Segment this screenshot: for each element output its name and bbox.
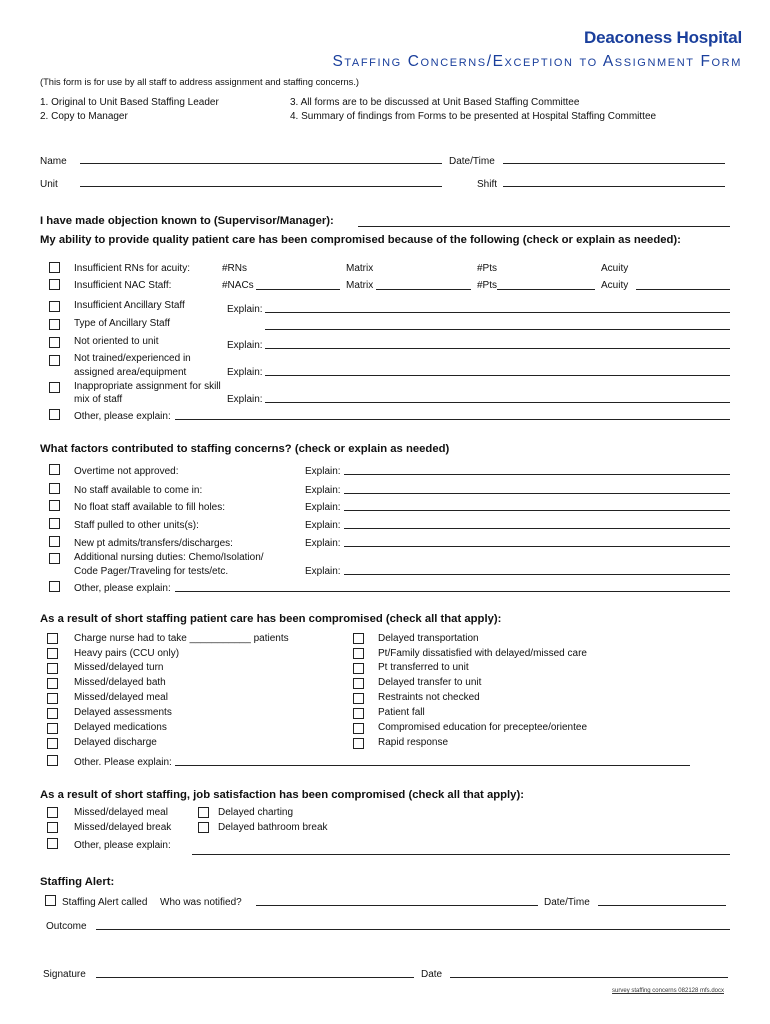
checkbox-delayed-medications[interactable] bbox=[47, 723, 58, 734]
instruction-item: 4. Summary of findings from Forms to be presented at Hospital Staffing Committee bbox=[290, 111, 657, 122]
explain-field[interactable] bbox=[344, 510, 730, 511]
missed-meal-label: Missed/delayed meal bbox=[74, 807, 168, 818]
staffing-alert-called-label: Staffing Alert called bbox=[62, 897, 148, 908]
section1-heading: My ability to provide quality patient care has been compromised because of the following (check or explain as needed): bbox=[40, 234, 681, 246]
unit-field[interactable] bbox=[80, 186, 442, 187]
checkbox-overtime[interactable] bbox=[49, 464, 60, 475]
checkbox-insufficient-nac[interactable] bbox=[49, 279, 60, 290]
explain-field[interactable] bbox=[344, 474, 730, 475]
missed-turn-label: Missed/delayed turn bbox=[74, 662, 164, 673]
checkbox-family-dissatisfied[interactable] bbox=[353, 648, 364, 659]
family-dissatisfied-label: Pt/Family dissatisfied with delayed/missed care bbox=[378, 648, 587, 659]
not-oriented-label: Not oriented to unit bbox=[74, 336, 159, 347]
checkbox-inappropriate-assignment[interactable] bbox=[49, 382, 60, 393]
not-trained-label: Not trained/experienced in bbox=[74, 353, 191, 364]
section3-heading: As a result of short staffing patient care has been compromised (check all that apply): bbox=[40, 613, 502, 625]
patient-fall-label: Patient fall bbox=[378, 707, 425, 718]
checkbox-delayed-assessments[interactable] bbox=[47, 708, 58, 719]
checkbox-staff-pulled[interactable] bbox=[49, 518, 60, 529]
checkbox-missed-meal[interactable] bbox=[47, 693, 58, 704]
explain-label: Explain: bbox=[305, 485, 341, 496]
checkbox-new-admits[interactable] bbox=[49, 536, 60, 547]
alert-datetime-field[interactable] bbox=[598, 905, 726, 906]
signature-field[interactable] bbox=[96, 977, 414, 978]
rn-count-label: #RNs bbox=[222, 263, 248, 274]
instruction-item: 3. All forms are to be discussed at Unit Based Staffing Committee bbox=[290, 97, 580, 108]
checkbox-heavy-pairs[interactable] bbox=[47, 648, 58, 659]
missed-break-label: Missed/delayed break bbox=[74, 822, 172, 833]
name-label: Name bbox=[40, 156, 67, 167]
who-notified-field[interactable] bbox=[256, 905, 538, 906]
insufficient-rns-label: Insufficient RNs for acuity: bbox=[74, 263, 190, 274]
other-label: Other, please explain: bbox=[74, 583, 171, 594]
name-field[interactable] bbox=[80, 163, 442, 164]
nac-acuity-field[interactable] bbox=[636, 289, 730, 290]
explain-field[interactable] bbox=[265, 348, 730, 349]
nac-count-label: #NACs bbox=[222, 280, 254, 291]
compromised-education-label: Compromised education for preceptee/orientee bbox=[378, 722, 588, 733]
delayed-assessments-label: Delayed assessments bbox=[74, 707, 172, 718]
pt-transferred-label: Pt transferred to unit bbox=[378, 662, 469, 673]
checkbox-compromised-education[interactable] bbox=[353, 723, 364, 734]
staffing-alert-heading: Staffing Alert: bbox=[40, 876, 115, 888]
overtime-label: Overtime not approved: bbox=[74, 466, 179, 477]
checkbox-delayed-transportation[interactable] bbox=[353, 633, 364, 644]
explain-label: Explain: bbox=[227, 340, 263, 351]
instruction-item: 2. Copy to Manager bbox=[40, 111, 128, 122]
nac-acuity-label: Acuity bbox=[601, 280, 629, 291]
shift-field[interactable] bbox=[503, 186, 725, 187]
other-field[interactable] bbox=[192, 854, 730, 855]
checkbox-charge-nurse[interactable] bbox=[47, 633, 58, 644]
checkbox-other[interactable] bbox=[49, 409, 60, 420]
restraints-label: Restraints not checked bbox=[378, 692, 480, 703]
checkbox-delayed-charting[interactable] bbox=[198, 807, 209, 818]
explain-field[interactable] bbox=[265, 375, 730, 376]
nac-matrix-field[interactable] bbox=[376, 289, 471, 290]
checkbox-ancillary-staff[interactable] bbox=[49, 301, 60, 312]
checkbox-other[interactable] bbox=[47, 755, 58, 766]
no-float-label: No float staff available to fill holes: bbox=[74, 502, 226, 513]
inappropriate-assignment-label: Inappropriate assignment for skill bbox=[74, 381, 221, 392]
explain-field[interactable] bbox=[265, 402, 730, 403]
section2-heading: What factors contributed to staffing concerns? (check or explain as needed) bbox=[40, 443, 450, 455]
rn-acuity-label: Acuity bbox=[601, 263, 629, 274]
checkbox-rapid-response[interactable] bbox=[353, 738, 364, 749]
checkbox-pt-transferred[interactable] bbox=[353, 663, 364, 674]
ancillary-type-label: Type of Ancillary Staff bbox=[74, 318, 170, 329]
checkbox-other[interactable] bbox=[49, 581, 60, 592]
checkbox-ancillary-type[interactable] bbox=[49, 319, 60, 330]
checkbox-insufficient-rns[interactable] bbox=[49, 262, 60, 273]
explain-field[interactable] bbox=[344, 546, 730, 547]
new-admits-label: New pt admits/transfers/discharges: bbox=[74, 538, 233, 549]
explain-label: Explain: bbox=[305, 538, 341, 549]
checkbox-additional-duties[interactable] bbox=[49, 553, 60, 564]
checkbox-patient-fall[interactable] bbox=[353, 708, 364, 719]
delayed-transportation-label: Delayed transportation bbox=[378, 633, 479, 644]
checkbox-missed-bath[interactable] bbox=[47, 678, 58, 689]
nac-count-field[interactable] bbox=[256, 289, 340, 290]
datetime-field[interactable] bbox=[503, 163, 725, 164]
checkbox-no-float[interactable] bbox=[49, 500, 60, 511]
charge-nurse-label: Charge nurse had to take ___________ patients bbox=[74, 633, 289, 644]
explain-label: Explain: bbox=[305, 502, 341, 513]
no-staff-label: No staff available to come in: bbox=[74, 485, 203, 496]
delayed-discharge-label: Delayed discharge bbox=[74, 737, 157, 748]
alert-datetime-label: Date/Time bbox=[544, 897, 590, 908]
explain-label: Explain: bbox=[227, 394, 263, 405]
other-field[interactable] bbox=[175, 765, 690, 766]
staff-pulled-label: Staff pulled to other units(s): bbox=[74, 520, 199, 531]
other-label: Other. Please explain: bbox=[74, 757, 172, 768]
checkbox-not-trained[interactable] bbox=[49, 355, 60, 366]
other-label: Other, please explain: bbox=[74, 411, 171, 422]
explain-field[interactable] bbox=[344, 528, 730, 529]
explain-field[interactable] bbox=[344, 574, 730, 575]
outcome-label: Outcome bbox=[46, 921, 87, 932]
explain-label: Explain: bbox=[227, 304, 263, 315]
explain-field[interactable] bbox=[265, 312, 730, 313]
nac-matrix-label: Matrix bbox=[346, 280, 374, 291]
explain-field[interactable] bbox=[344, 493, 730, 494]
other-label: Other, please explain: bbox=[74, 840, 171, 851]
explain-label: Explain: bbox=[227, 367, 263, 378]
ancillary-staff-label: Insufficient Ancillary Staff bbox=[74, 300, 185, 311]
additional-duties-label-2: Code Pager/Traveling for tests/etc. bbox=[74, 566, 229, 577]
checkbox-missed-turn[interactable] bbox=[47, 663, 58, 674]
who-notified-label: Who was notified? bbox=[160, 897, 242, 908]
checkbox-delayed-bathroom[interactable] bbox=[198, 822, 209, 833]
form-title: Staffing Concerns/Exception to Assignment Form bbox=[332, 53, 742, 70]
insufficient-nac-label: Insufficient NAC Staff: bbox=[74, 280, 172, 291]
other-field[interactable] bbox=[175, 591, 730, 592]
nac-pts-label: #Pts bbox=[477, 280, 498, 291]
section4-heading: As a result of short staffing, job satisfaction has been compromised (check all that apply): bbox=[40, 789, 524, 801]
date-field[interactable] bbox=[450, 977, 728, 978]
datetime-label: Date/Time bbox=[449, 156, 495, 167]
checkbox-not-oriented[interactable] bbox=[49, 337, 60, 348]
delayed-charting-label: Delayed charting bbox=[218, 807, 294, 818]
other-field[interactable] bbox=[175, 419, 730, 420]
nac-pts-field[interactable] bbox=[497, 289, 595, 290]
explain-field[interactable] bbox=[265, 329, 730, 330]
unit-label: Unit bbox=[40, 179, 58, 190]
signature-label: Signature bbox=[43, 969, 86, 980]
explain-label: Explain: bbox=[305, 466, 341, 477]
missed-meal-label: Missed/delayed meal bbox=[74, 692, 168, 703]
delayed-medications-label: Delayed medications bbox=[74, 722, 167, 733]
checkbox-missed-break[interactable] bbox=[47, 822, 58, 833]
delayed-transfer-label: Delayed transfer to unit bbox=[378, 677, 482, 688]
explain-label: Explain: bbox=[305, 566, 341, 577]
missed-bath-label: Missed/delayed bath bbox=[74, 677, 166, 688]
rapid-response-label: Rapid response bbox=[378, 737, 449, 748]
form-intro: (This form is for use by all staff to address assignment and staffing concerns.) bbox=[40, 77, 359, 87]
instruction-item: 1. Original to Unit Based Staffing Leader bbox=[40, 97, 219, 108]
outcome-field[interactable] bbox=[96, 929, 730, 930]
checkbox-restraints[interactable] bbox=[353, 693, 364, 704]
checkbox-missed-meal[interactable] bbox=[47, 807, 58, 818]
additional-duties-label: Additional nursing duties: Chemo/Isolation/ bbox=[74, 552, 264, 563]
rn-pts-label: #Pts bbox=[477, 263, 498, 274]
rn-matrix-label: Matrix bbox=[346, 263, 374, 274]
checkbox-no-staff[interactable] bbox=[49, 483, 60, 494]
hospital-name: Deaconess Hospital bbox=[584, 28, 742, 47]
checkbox-delayed-discharge[interactable] bbox=[47, 738, 58, 749]
heavy-pairs-label: Heavy pairs (CCU only) bbox=[74, 648, 180, 659]
checkbox-delayed-transfer[interactable] bbox=[353, 678, 364, 689]
shift-label: Shift bbox=[477, 179, 498, 190]
inappropriate-assignment-label-2: mix of staff bbox=[74, 394, 123, 405]
delayed-bathroom-label: Delayed bathroom break bbox=[218, 822, 328, 833]
objection-label: I have made objection known to (Supervisor/Manager): bbox=[40, 215, 334, 227]
checkbox-other[interactable] bbox=[47, 838, 58, 849]
supervisor-field[interactable] bbox=[358, 226, 730, 227]
not-trained-label-2: assigned area/equipment bbox=[74, 367, 187, 378]
checkbox-staffing-alert[interactable] bbox=[45, 895, 56, 906]
footer-filename: survey staffing concerns 082128 mfs.docx bbox=[612, 988, 724, 994]
explain-label: Explain: bbox=[305, 520, 341, 531]
date-label: Date bbox=[421, 969, 443, 980]
